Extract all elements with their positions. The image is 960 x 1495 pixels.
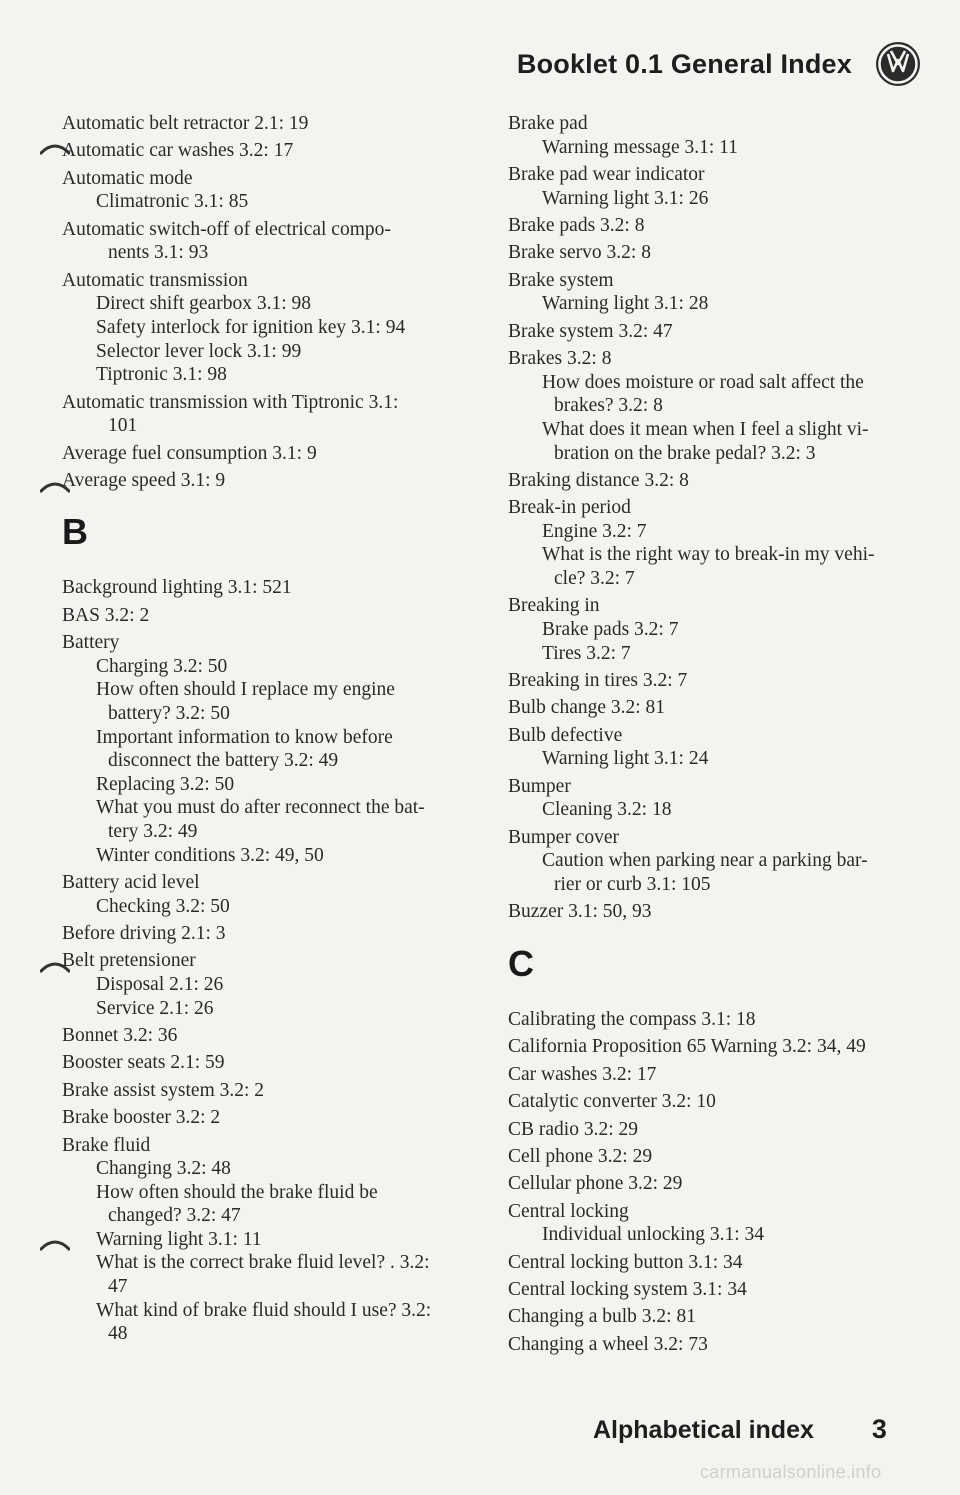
index-entry: CB radio 3.2: 29 <box>508 1118 638 1140</box>
index-subentry: Winter conditions 3.2: 49, 50 <box>96 844 324 866</box>
index-entry: Cellular phone 3.2: 29 <box>508 1173 683 1195</box>
index-subentry: Caution when parking near a parking bar- <box>542 850 868 872</box>
index-entry: Brake system 3.2: 47 <box>508 320 673 342</box>
index-entry: Brake assist system 3.2: 2 <box>62 1079 265 1101</box>
index-entry: Bulb change 3.2: 81 <box>508 697 666 719</box>
footer-section-label: Alphabetical index <box>593 1416 814 1444</box>
index-entry: Changing a bulb 3.2: 81 <box>508 1306 696 1328</box>
index-entry-continuation: changed? 3.2: 47 <box>108 1205 241 1227</box>
index-subentry: Tiptronic 3.1: 98 <box>96 364 227 386</box>
index-entry: Automatic transmission with Tiptronic 3.1: <box>62 391 399 413</box>
index-entry-continuation: 47 <box>108 1276 128 1298</box>
index-subentry: How does moisture or road salt affect the <box>542 371 864 393</box>
index-entry-continuation: tery 3.2: 49 <box>108 821 198 843</box>
index-entry: Brake fluid <box>62 1134 151 1156</box>
page-number: 3 <box>871 1414 887 1444</box>
index-entry-continuation: cle? 3.2: 7 <box>554 568 635 590</box>
index-subentry: Important information to know before <box>96 726 393 748</box>
index-entry: Central locking button 3.1: 34 <box>508 1251 743 1273</box>
index-column-right <box>508 112 928 1360</box>
index-entry: Average fuel consumption 3.1: 9 <box>62 442 317 464</box>
index-entry: Buzzer 3.1: 50, 93 <box>508 901 652 923</box>
index-entry: Brakes 3.2: 8 <box>508 348 612 370</box>
index-entry: Brake booster 3.2: 2 <box>62 1107 221 1129</box>
index-entry-continuation: rier or curb 3.1: 105 <box>554 873 711 895</box>
index-subentry: Checking 3.2: 50 <box>96 895 230 917</box>
index-subentry: Climatronic 3.1: 85 <box>96 191 249 213</box>
index-entry: Brake pad <box>508 113 588 134</box>
index-subentry: What is the correct brake fluid level? . 3.2: <box>96 1252 430 1274</box>
index-subentry: Cleaning 3.2: 18 <box>542 799 672 821</box>
index-subentry: Warning light 3.1: 28 <box>542 293 709 315</box>
index-entry: Calibrating the compass 3.1: 18 <box>508 1008 756 1030</box>
index-entry-continuation: battery? 3.2: 50 <box>108 703 230 725</box>
index-entry: Booster seats 2.1: 59 <box>62 1052 225 1074</box>
index-subentry: Tires 3.2: 7 <box>542 642 631 664</box>
index-subentry: Engine 3.2: 7 <box>542 520 647 542</box>
index-entry: Automatic belt retractor 2.1: 19 <box>62 113 309 134</box>
index-entry: Changing a wheel 3.2: 73 <box>508 1333 708 1355</box>
index-subentry: What does it mean when I feel a slight vi- <box>542 418 869 440</box>
index-subentry: Brake pads 3.2: 7 <box>542 619 679 641</box>
index-subentry: How often should the brake fluid be <box>96 1181 378 1203</box>
index-entry: Catalytic converter 3.2: 10 <box>508 1091 716 1113</box>
index-entry: Average speed 3.1: 9 <box>62 469 226 491</box>
index-subentry: What kind of brake fluid should I use? 3.2: <box>96 1299 432 1321</box>
index-subentry: Disposal 2.1: 26 <box>96 973 224 995</box>
index-entry: Brake pads 3.2: 8 <box>508 214 645 236</box>
index-subentry: What is the right way to break-in my vehi- <box>542 544 875 566</box>
index-subentry: Charging 3.2: 50 <box>96 655 228 677</box>
index-entry: BAS 3.2: 2 <box>62 604 150 626</box>
index-entry: Automatic car washes 3.2: 17 <box>62 140 294 162</box>
index-entry: Brake pad wear indicator <box>508 163 705 185</box>
index-subentry: How often should I replace my engine <box>96 679 395 701</box>
index-entry-continuation: bration on the brake pedal? 3.2: 3 <box>554 442 816 464</box>
index-entry: Bulb defective <box>508 724 623 746</box>
index-entry: Car washes 3.2: 17 <box>508 1063 657 1085</box>
index-entry: Automatic transmission <box>62 269 248 291</box>
index-entry-continuation: 48 <box>108 1323 128 1345</box>
index-entry-continuation: disconnect the battery 3.2: 49 <box>108 750 339 772</box>
index-entry: Bumper cover <box>508 826 620 848</box>
index-entry: Brake system <box>508 269 614 291</box>
index-entry: Bonnet 3.2: 36 <box>62 1024 178 1046</box>
index-entry: Battery <box>62 632 120 654</box>
page-header <box>517 40 922 88</box>
index-entry: Cell phone 3.2: 29 <box>508 1145 653 1167</box>
page-footer <box>593 1414 887 1445</box>
index-subentry: Warning light 3.1: 24 <box>542 748 709 770</box>
index-subentry: Warning message 3.1: 11 <box>542 136 738 158</box>
index-entry: California Proposition 65 Warning 3.2: 34, 49 <box>508 1036 866 1058</box>
index-entry: Central locking <box>508 1200 629 1222</box>
index-entry: Breaking in tires 3.2: 7 <box>508 670 688 692</box>
watermark: carmanualsonline.info <box>700 1462 882 1482</box>
index-column-left <box>62 112 462 1350</box>
index-entry: Automatic mode <box>62 167 193 189</box>
index-subentry: Warning light 3.1: 11 <box>96 1228 262 1250</box>
index-entry: Brake servo 3.2: 8 <box>508 242 651 264</box>
index-entry: Central locking system 3.1: 34 <box>508 1279 747 1301</box>
index-subentry: Selector lever lock 3.1: 99 <box>96 340 302 362</box>
section-letter: C <box>508 942 534 984</box>
index-entry: Automatic switch-off of electrical compo- <box>62 218 391 240</box>
index-subentry: Individual unlocking 3.1: 34 <box>542 1224 765 1246</box>
index-entry: Background lighting 3.1: 521 <box>62 577 292 599</box>
index-subentry: Direct shift gearbox 3.1: 98 <box>96 293 311 315</box>
index-subentry: Replacing 3.2: 50 <box>96 773 235 795</box>
index-entry: Break-in period <box>508 497 631 519</box>
index-subentry: What you must do after reconnect the bat- <box>96 797 425 819</box>
index-entry: Braking distance 3.2: 8 <box>508 469 689 491</box>
index-entry-continuation: brakes? 3.2: 8 <box>554 395 663 417</box>
index-entry: Before driving 2.1: 3 <box>62 922 226 944</box>
index-subentry: Changing 3.2: 48 <box>96 1158 231 1180</box>
index-subentry: Warning light 3.1: 26 <box>542 187 709 209</box>
page-title: Booklet 0.1 General Index <box>516 48 852 79</box>
vw-logo-icon <box>874 40 922 88</box>
index-subentry: Service 2.1: 26 <box>96 997 214 1019</box>
index-entry-continuation: 101 <box>108 415 138 437</box>
index-entry: Bumper <box>508 775 571 797</box>
index-entry: Belt pretensioner <box>62 950 196 972</box>
index-subentry: Safety interlock for ignition key 3.1: 94 <box>96 316 406 338</box>
section-letter: B <box>62 511 88 553</box>
index-entry: Battery acid level <box>62 872 200 893</box>
index-entry-continuation: nents 3.1: 93 <box>108 242 209 264</box>
index-entry: Breaking in <box>508 595 600 617</box>
